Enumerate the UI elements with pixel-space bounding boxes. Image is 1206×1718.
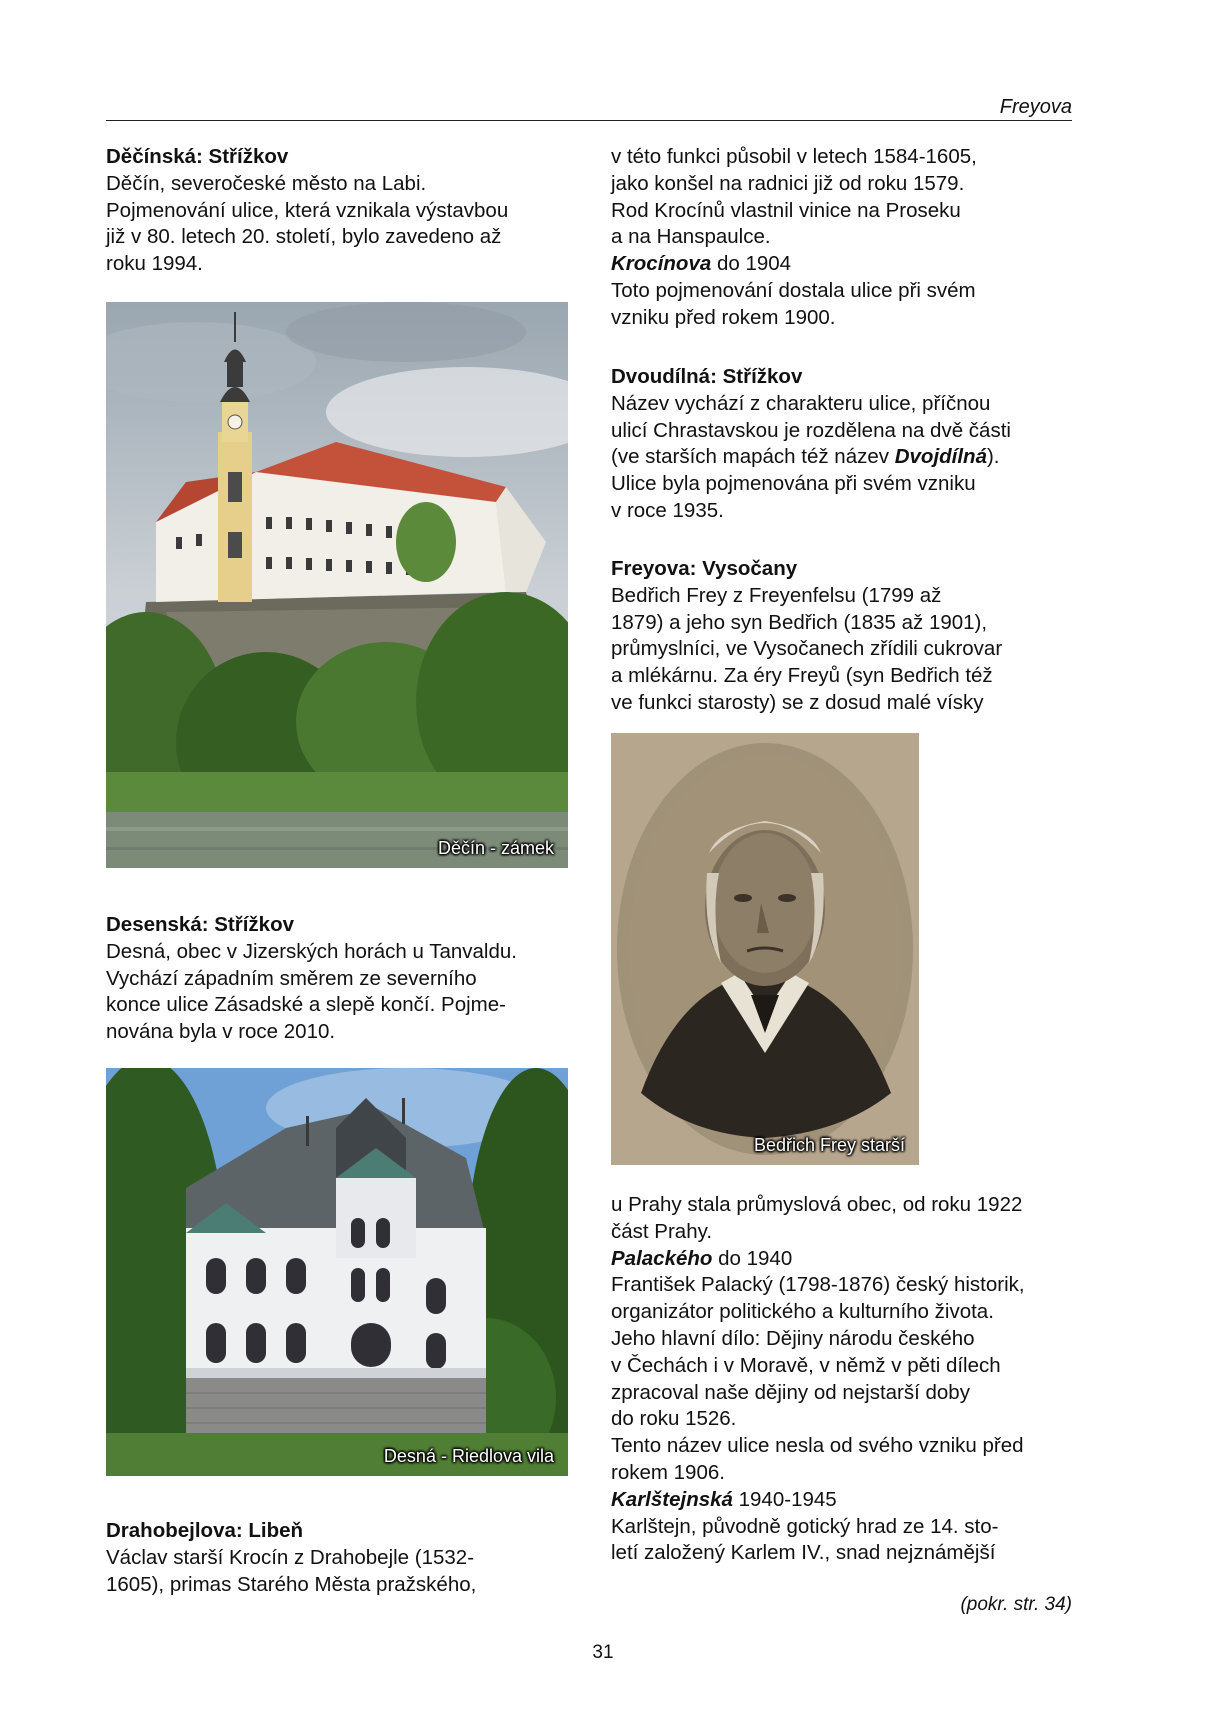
entry-heading: Dvoudílná: Střížkov: [611, 365, 803, 388]
header-rule: [106, 120, 1072, 121]
entry-text-line: rokem 1906.: [611, 1460, 725, 1484]
entry-text-line: organizátor politického a kulturního života.: [611, 1300, 994, 1324]
entry-text-line: roku 1994.: [106, 252, 203, 276]
entry-text-line: nována byla v roce 2010.: [106, 1020, 336, 1044]
photo-riedlova-vila: [106, 1068, 568, 1476]
entry-text-line: do roku 1526.: [611, 1407, 737, 1431]
entry-heading: Drahobejlova: Libeň: [106, 1519, 304, 1542]
villa-illustration: [106, 1068, 568, 1476]
entry-text-line: ve funkci starosty) se z dosud malé vísky: [611, 690, 984, 714]
entry-drahobejlova-continued: [611, 144, 1081, 332]
entry-text-line: [611, 444, 1081, 471]
entry-text-line: Pojmenování ulice, která vznikala výstavbou: [106, 198, 509, 222]
castle-illustration: [106, 302, 568, 868]
entry-text-line: v Čechách i v Moravě, v němž v pěti dílech: [611, 1353, 1001, 1377]
former-name-line: [611, 1487, 1081, 1514]
page-number: 31: [592, 1642, 614, 1663]
entry-text-line: letí založený Karlem IV., snad nejznámější: [611, 1541, 996, 1565]
entry-heading: Děčínská: Střížkov: [106, 145, 289, 168]
entry-decinska: [106, 144, 576, 278]
entry-text-line: průmyslníci, ve Vysočanech zřídili cukrovar: [611, 637, 1003, 661]
entry-text-line: vzniku před rokem 1900.: [611, 305, 836, 329]
text-fragment: (ve starších mapách též název: [611, 445, 895, 469]
former-name: Dvojdílná: [894, 445, 987, 469]
former-name: Palackého: [611, 1246, 713, 1270]
entry-text-line: v roce 1935.: [611, 498, 724, 522]
entry-text-line: a na Hanspaulce.: [611, 225, 771, 249]
entry-text-line: Tento název ulice nesla od svého vzniku před: [611, 1434, 1024, 1458]
entry-desenska: [106, 912, 576, 1046]
entry-text-line: Jeho hlavní dílo: Dějiny národu českého: [611, 1326, 975, 1350]
photo-decin-castle: [106, 302, 568, 868]
entry-text-line: jako konšel na radnici již od roku 1579.: [611, 171, 965, 195]
entry-text-line: Ulice byla pojmenována při svém vzniku: [611, 472, 976, 496]
former-name: Krocínova: [611, 252, 712, 276]
entry-text-line: František Palacký (1798-1876) český historik,: [611, 1273, 1025, 1297]
former-name-line: [611, 251, 1081, 278]
entry-text-line: v této funkci působil v letech 1584-1605,: [611, 145, 977, 168]
entry-text-line: již v 80. letech 20. století, bylo zavedeno až: [106, 225, 502, 249]
entry-text-line: část Prahy.: [611, 1219, 713, 1243]
entry-text-line: Karlštejn, původně gotický hrad ze 14. sto-: [611, 1514, 999, 1538]
former-name-line: [611, 1246, 1081, 1273]
entry-text-line: zpracoval naše dějiny od nejstarší doby: [611, 1380, 970, 1404]
entry-text-line: Vychází západním směrem ze severního: [106, 966, 477, 990]
photo-caption: Bedřich Frey starší: [753, 1135, 905, 1155]
entry-freyova: [611, 556, 1081, 717]
entry-text-line: Rod Krocínů vlastnil vinice na Proseku: [611, 198, 961, 222]
running-head: Freyova: [999, 96, 1072, 118]
entry-drahobejlova: [106, 1518, 576, 1598]
entry-text-line: Desná, obec v Jizerských horách u Tanvaldu.: [106, 939, 517, 963]
photo-caption: Děčín - zámek: [437, 838, 554, 858]
entry-heading: Freyova: Vysočany: [611, 557, 798, 580]
portrait-bedrich-frey: [611, 733, 919, 1165]
entry-heading: Desenská: Střížkov: [106, 913, 295, 936]
entry-text-line: Název vychází z charakteru ulice, příčnou: [611, 391, 991, 415]
former-period: do 1904: [711, 252, 792, 276]
entry-text-line: u Prahy stala průmyslová obec, od roku 1922: [611, 1193, 1023, 1216]
entry-dvoudilna: [611, 364, 1081, 525]
former-period: do 1940: [712, 1246, 793, 1270]
entry-text-line: 1605), primas Starého Města pražského,: [106, 1572, 477, 1596]
entry-text-line: ulicí Chrastavskou je rozdělena na dvě části: [611, 418, 1011, 442]
entry-freyova-continued: [611, 1192, 1081, 1567]
entry-text-line: Václav starší Krocín z Drahobejle (1532-: [106, 1545, 475, 1569]
former-period: 1940-1945: [732, 1487, 837, 1511]
former-name: Karlštejnská: [611, 1487, 733, 1511]
entry-text-line: Bedřich Frey z Freyenfelsu (1799 až: [611, 583, 942, 607]
entry-text-line: Děčín, severočeské město na Labi.: [106, 171, 427, 195]
continuation-note: (pokr. str. 34): [960, 1594, 1072, 1615]
portrait-illustration: [611, 733, 919, 1165]
entry-text-line: a mlékárnu. Za éry Freyů (syn Bedřich též: [611, 664, 993, 688]
text-fragment: ).: [986, 445, 1000, 469]
entry-text-line: Toto pojmenování dostala ulice při svém: [611, 278, 976, 302]
entry-text-line: 1879) a jeho syn Bedřich (1835 až 1901),: [611, 610, 988, 634]
photo-caption: Desná - Riedlova vila: [383, 1446, 554, 1466]
entry-text-line: konce ulice Zásadské a slepě končí. Pojme-: [106, 993, 506, 1017]
